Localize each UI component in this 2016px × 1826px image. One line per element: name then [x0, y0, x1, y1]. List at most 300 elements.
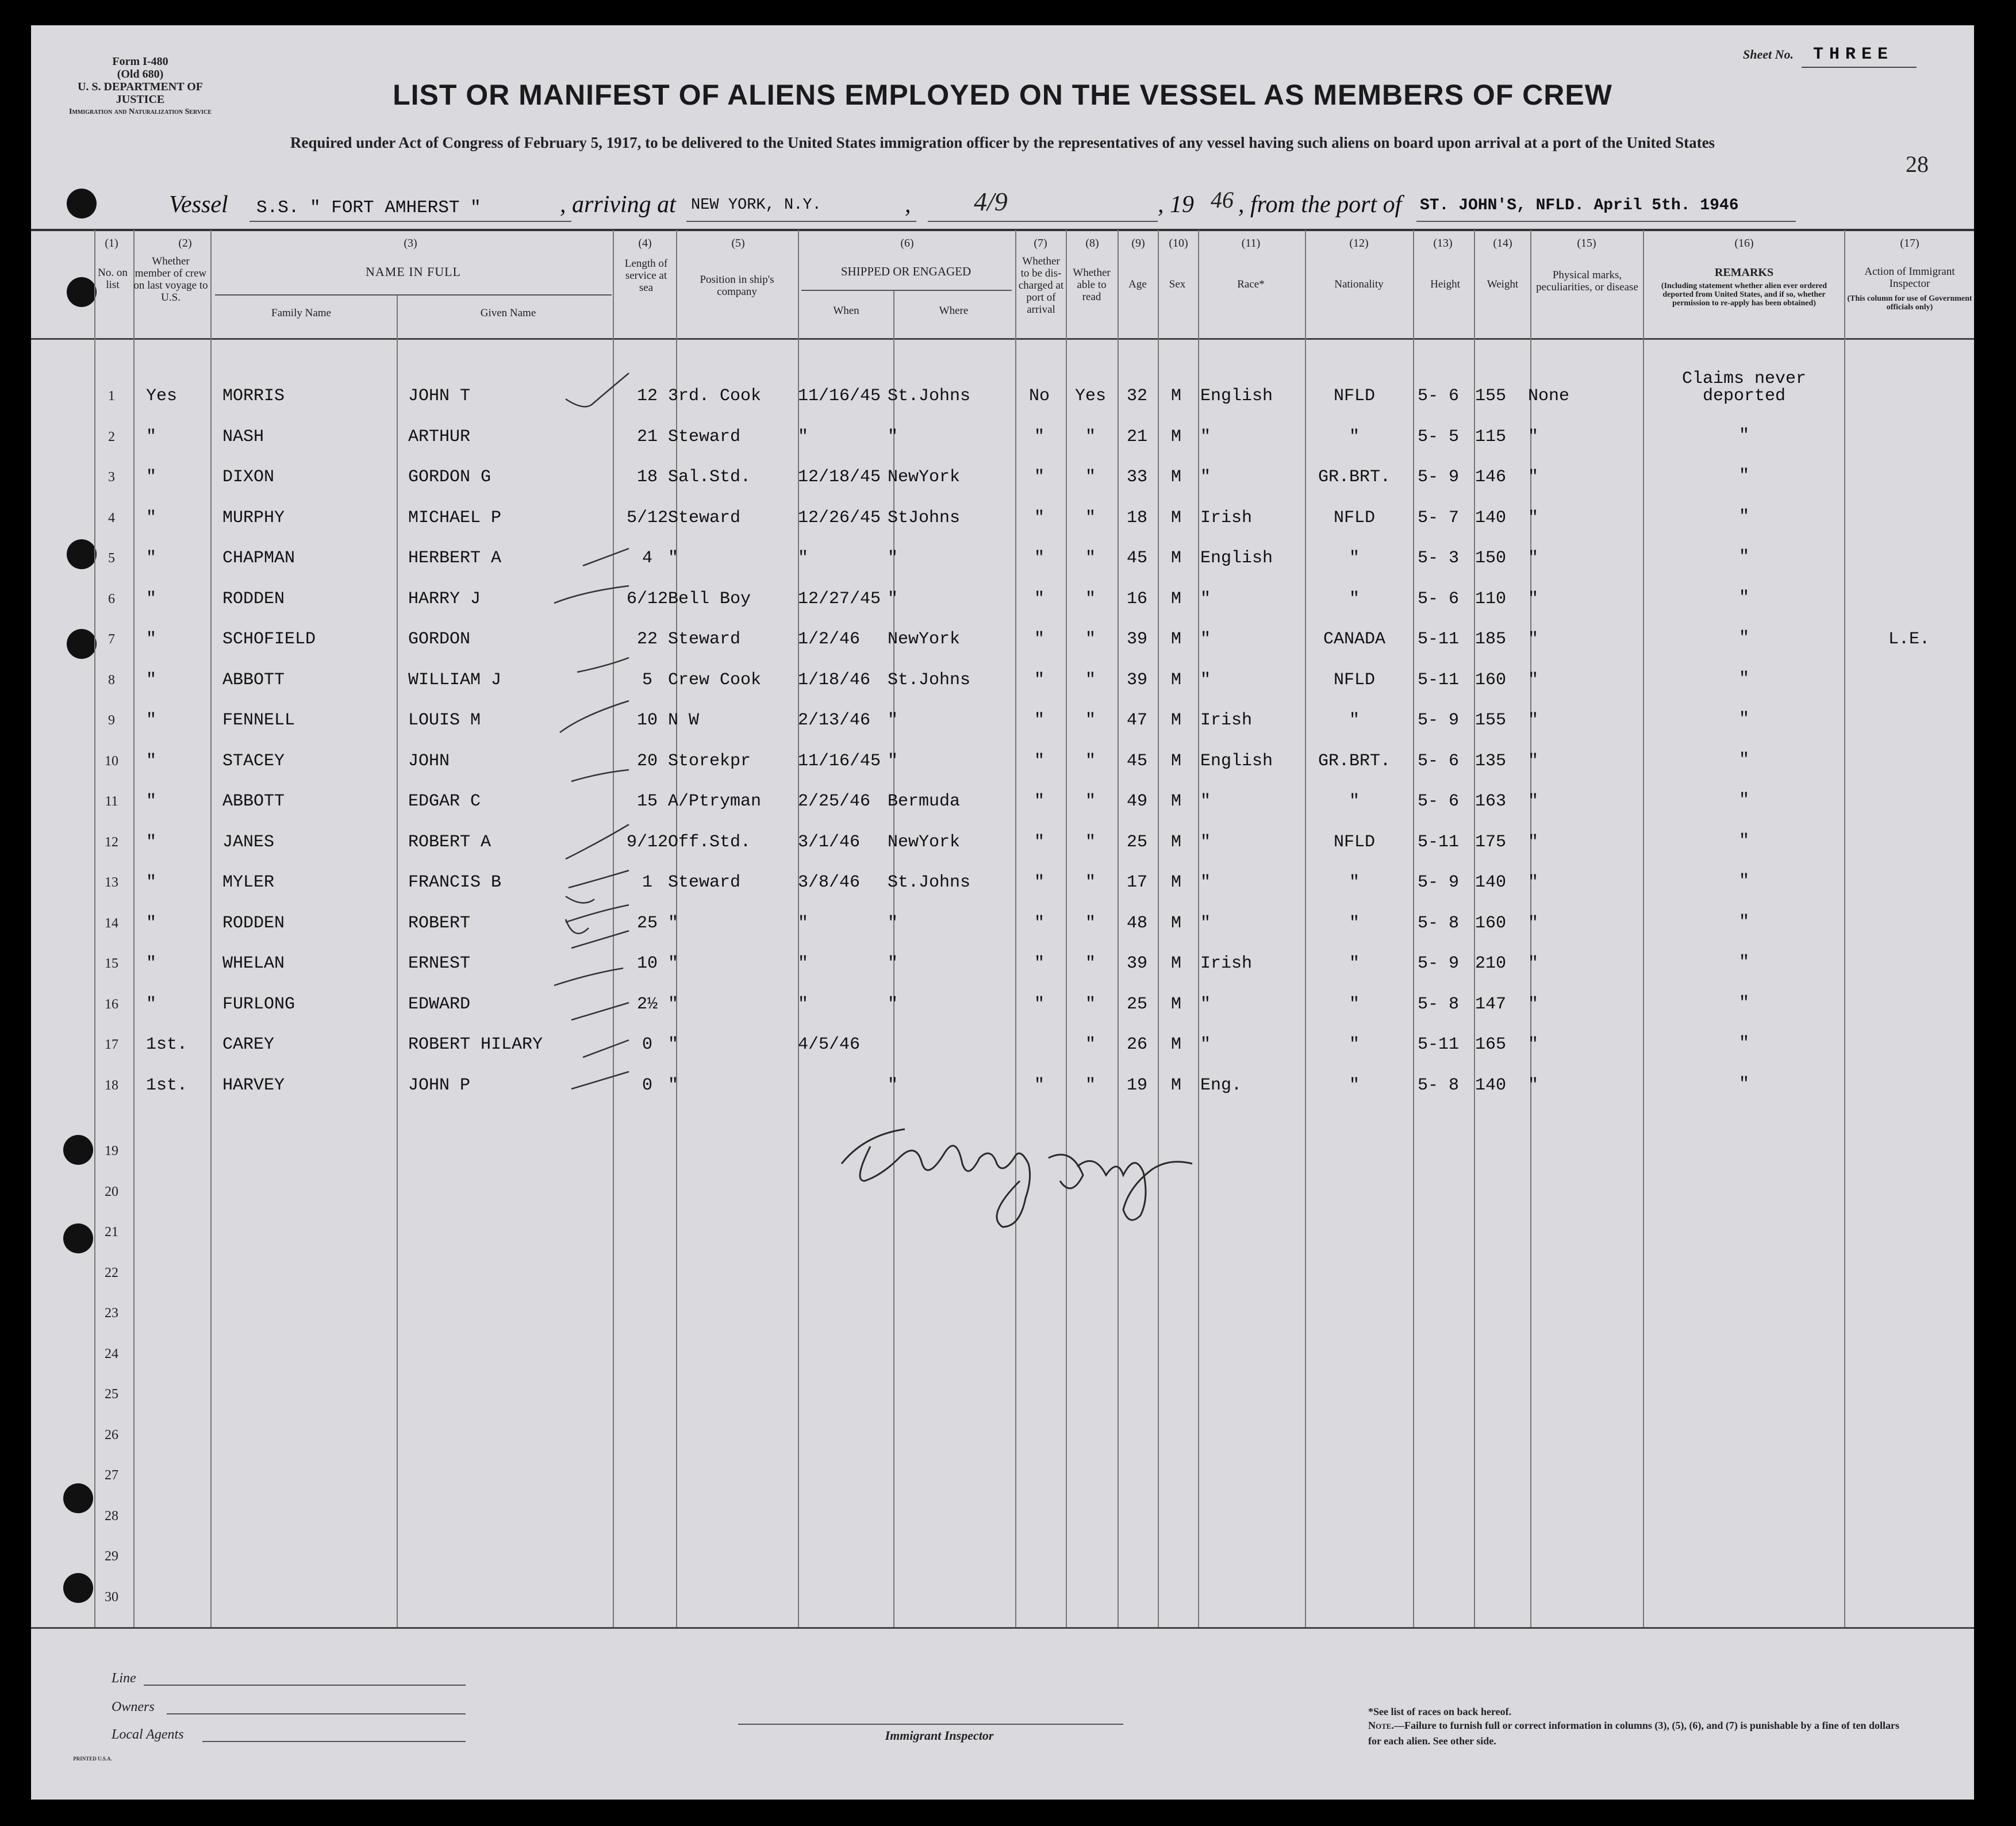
column-number: (13) — [1433, 237, 1453, 250]
printed-mark: PRINTED U.S.A. — [73, 1756, 112, 1762]
age: 49 — [1126, 792, 1147, 811]
remarks: " — [1738, 831, 1749, 851]
age: 33 — [1126, 467, 1147, 487]
given-name: HARRY J — [408, 589, 481, 609]
header-length-of-service: Length of service at sea — [624, 258, 668, 294]
header-nationality: Nationality — [1334, 278, 1384, 290]
line-underline — [144, 1685, 466, 1686]
year-suffix: 46 — [1211, 187, 1234, 213]
form-number: Form I-480 — [112, 55, 168, 68]
race: " — [1200, 589, 1211, 609]
able-to-read: " — [1085, 994, 1096, 1014]
crew-last-voyage: " — [146, 670, 157, 690]
remarks: Claims never deported — [1681, 369, 1807, 406]
remarks: " — [1738, 791, 1749, 810]
nationality: GR.BRT. — [1318, 751, 1391, 771]
header-discharged: Whether to be dis-charged at port of arrival — [1018, 255, 1064, 316]
weight: 146 — [1475, 467, 1507, 487]
position: " — [668, 913, 679, 933]
able-to-read: " — [1085, 1035, 1096, 1054]
able-to-read: Yes — [1074, 386, 1106, 406]
family-name: STACEY — [222, 751, 285, 771]
given-name: HERBERT A — [408, 548, 502, 568]
row-number: 18 — [105, 1077, 118, 1093]
race: " — [1200, 994, 1211, 1014]
height: 5-11 — [1418, 630, 1460, 649]
length-of-service: 12 — [636, 386, 658, 406]
sex: M — [1170, 386, 1181, 406]
remarks: " — [1738, 912, 1749, 932]
shipped-where: " — [888, 1075, 898, 1095]
check-mark — [566, 373, 629, 406]
height: 5- 8 — [1418, 994, 1460, 1014]
age: 25 — [1126, 994, 1147, 1014]
sheet-value: THREE — [1813, 45, 1894, 64]
check-mark — [566, 824, 629, 859]
header-weight: Weight — [1487, 278, 1519, 290]
crew-last-voyage: " — [146, 913, 157, 933]
able-to-read: " — [1085, 589, 1096, 609]
shipped-when: " — [798, 954, 809, 973]
row-number: 14 — [105, 915, 118, 931]
header-sex: Sex — [1169, 278, 1186, 290]
position: Storekpr — [668, 751, 751, 771]
age: 17 — [1126, 873, 1147, 892]
shipped-when: 1/2/46 — [798, 630, 861, 649]
shipped-where: NewYork — [888, 467, 961, 487]
length-of-service: 25 — [636, 913, 658, 933]
header-able-to-read: Whether able to read — [1073, 267, 1111, 303]
race: English — [1200, 751, 1273, 771]
physical-marks: None — [1528, 386, 1570, 406]
shipped-where: " — [888, 994, 898, 1014]
given-name: GORDON — [408, 630, 471, 649]
nationality: " — [1349, 873, 1360, 892]
shipped-when: " — [798, 994, 809, 1014]
crew-last-voyage: " — [146, 792, 157, 811]
given-name: EDWARD — [408, 994, 471, 1014]
row-number: 5 — [108, 551, 115, 566]
physical-marks: " — [1528, 751, 1539, 771]
able-to-read: " — [1085, 873, 1096, 892]
physical-marks: " — [1528, 873, 1539, 892]
check-mark — [554, 586, 629, 603]
position: Steward — [668, 427, 741, 447]
age: 45 — [1126, 548, 1147, 568]
shipped-when: 4/5/46 — [798, 1035, 861, 1054]
shipped-when: 11/16/45 — [798, 751, 881, 771]
sex: M — [1170, 832, 1181, 852]
given-name: ROBERT HILARY — [408, 1035, 543, 1054]
remarks: " — [1738, 628, 1749, 648]
family-name: MURPHY — [222, 508, 285, 528]
able-to-read: " — [1085, 913, 1096, 933]
row-number: 17 — [105, 1037, 118, 1052]
given-name: ERNEST — [408, 954, 471, 973]
crew-last-voyage: Yes — [146, 386, 178, 406]
header-family-name: Family Name — [271, 307, 331, 319]
row-number: 24 — [105, 1346, 118, 1361]
page-title: LIST OR MANIFEST OF ALIENS EMPLOYED ON THE VESSEL AS MEMBERS OF CREW — [393, 79, 1612, 111]
weight: 115 — [1475, 427, 1507, 447]
remarks: " — [1738, 953, 1749, 972]
sex: M — [1170, 873, 1181, 892]
age: 39 — [1126, 630, 1147, 649]
shipped-when: 12/18/45 — [798, 467, 881, 487]
row-number: 29 — [105, 1549, 118, 1564]
height: 5- 7 — [1418, 508, 1460, 528]
crew-last-voyage: " — [146, 630, 157, 649]
remarks: " — [1738, 1034, 1749, 1053]
race: " — [1200, 670, 1211, 690]
race: " — [1200, 792, 1211, 811]
shipped-where: St.Johns — [888, 386, 971, 406]
column-number: (3) — [404, 237, 417, 250]
year-prefix: , 19 — [1158, 191, 1194, 218]
height: 5- 6 — [1418, 386, 1460, 406]
check-mark — [583, 548, 629, 566]
length-of-service: 10 — [636, 954, 658, 973]
race: " — [1200, 630, 1211, 649]
form-old-number: (Old 680) — [117, 68, 164, 80]
physical-marks: " — [1528, 427, 1539, 447]
shipped-when: 1/18/46 — [798, 670, 871, 690]
row-number: 20 — [105, 1184, 118, 1199]
age: 26 — [1126, 1035, 1147, 1054]
arriving-label: , arriving at — [560, 191, 676, 218]
header-age: Age — [1128, 278, 1147, 290]
crew-last-voyage: " — [146, 751, 157, 771]
to-be-discharged: " — [1034, 1075, 1045, 1095]
height: 5- 6 — [1418, 751, 1460, 771]
shipped-when: 3/8/46 — [798, 873, 861, 892]
to-be-discharged: " — [1034, 873, 1045, 892]
height: 5- 5 — [1418, 427, 1460, 447]
shipped-when: 11/16/45 — [798, 386, 881, 406]
physical-marks: " — [1528, 711, 1539, 730]
header-race: Race* — [1237, 278, 1265, 290]
given-name: ROBERT A — [408, 832, 491, 852]
sex: M — [1170, 792, 1181, 811]
family-name: JANES — [222, 832, 275, 852]
position: " — [668, 1075, 679, 1095]
check-mark — [583, 1040, 629, 1057]
family-name: FENNELL — [222, 711, 295, 730]
header-inspector-action: Action of Immigrant Inspector — [1864, 266, 1955, 290]
shipped-where: " — [888, 548, 898, 568]
manifest-sheet — [31, 25, 1974, 1800]
weight: 140 — [1475, 873, 1507, 892]
height: 5-11 — [1418, 670, 1460, 690]
height: 5- 9 — [1418, 873, 1460, 892]
length-of-service: 2½ — [636, 994, 658, 1014]
weight: 135 — [1475, 751, 1507, 771]
column-number: (5) — [731, 237, 745, 250]
shipped-where: NewYork — [888, 832, 961, 852]
row-number: 19 — [105, 1144, 118, 1158]
row-number: 23 — [105, 1306, 118, 1321]
row-number: 4 — [108, 510, 115, 525]
length-of-service: 20 — [636, 751, 658, 771]
age: 25 — [1126, 832, 1147, 852]
service-name: Immigration and Naturalization Service — [69, 108, 212, 116]
races-note: *See list of races on back hereof. — [1368, 1706, 1512, 1717]
remarks: " — [1738, 872, 1749, 891]
row-number: 16 — [105, 996, 118, 1012]
length-of-service: 10 — [636, 711, 658, 730]
length-of-service: 5 — [642, 670, 652, 690]
weight: 165 — [1475, 1035, 1507, 1054]
weight: 160 — [1475, 913, 1507, 933]
height: 5- 9 — [1418, 711, 1460, 730]
position: " — [668, 954, 679, 973]
column-number: (14) — [1493, 237, 1512, 250]
to-be-discharged: " — [1034, 711, 1045, 730]
shipped-when: " — [798, 913, 809, 933]
vessel-name: S.S. " FORT AMHERST " — [256, 198, 481, 218]
position: Steward — [668, 873, 741, 892]
inspector-action: L.E. — [1888, 630, 1930, 649]
height: 5- 9 — [1418, 954, 1460, 973]
row-number: 25 — [105, 1387, 118, 1402]
crew-last-voyage: " — [146, 832, 157, 852]
header-where: Where — [939, 305, 969, 317]
length-of-service: 0 — [642, 1035, 652, 1054]
header-inspector-note: (This column for use of Government officials only) — [1847, 294, 1972, 312]
header-remarks: REMARKS — [1714, 266, 1774, 279]
page-subtitle: Required under Act of Congress of February 5, 1917, to be delivered to the United States immigration officer by the representatives of any vessel having such aliens on board upon arrival at a port of the United States — [290, 134, 1715, 151]
able-to-read: " — [1085, 630, 1096, 649]
position: Sal.Std. — [668, 467, 751, 487]
to-be-discharged: " — [1034, 467, 1045, 487]
physical-marks: " — [1528, 1075, 1539, 1095]
physical-marks: " — [1528, 832, 1539, 852]
given-name: ARTHUR — [408, 427, 471, 447]
family-name: MYLER — [222, 873, 275, 892]
shipped-when: 2/25/46 — [798, 792, 871, 811]
row-number: 7 — [108, 632, 115, 647]
length-of-service: 15 — [636, 792, 658, 811]
header-physical-marks: Physical marks, peculiarities, or disease — [1536, 269, 1638, 293]
inspector-signature — [830, 1112, 1209, 1261]
to-be-discharged: " — [1034, 994, 1045, 1014]
length-of-service: 4 — [642, 548, 652, 568]
header-name-in-full: NAME IN FULL — [366, 264, 461, 279]
family-name: ABBOTT — [222, 670, 285, 690]
position: A/Ptryman — [668, 792, 762, 811]
crew-last-voyage: " — [146, 994, 157, 1014]
date-separator: , — [905, 191, 911, 218]
row-number: 13 — [105, 875, 118, 890]
weight: 147 — [1475, 994, 1507, 1014]
length-of-service: 9/12 — [626, 832, 668, 852]
given-name: JOHN T — [408, 386, 471, 406]
column-number: (9) — [1131, 237, 1145, 250]
race: English — [1200, 548, 1273, 568]
nationality: GR.BRT. — [1318, 467, 1391, 487]
weight: 140 — [1475, 508, 1507, 528]
length-of-service: 21 — [636, 427, 658, 447]
row-number: 8 — [108, 672, 115, 688]
nationality: NFLD — [1333, 832, 1375, 852]
age: 32 — [1126, 386, 1147, 406]
position: N W — [668, 711, 700, 730]
age: 16 — [1126, 589, 1147, 609]
column-number: (7) — [1034, 237, 1047, 250]
shipped-where: " — [888, 427, 898, 447]
given-name: JOHN — [408, 751, 450, 771]
crew-last-voyage: 1st. — [146, 1075, 188, 1095]
sex: M — [1170, 670, 1181, 690]
crew-last-voyage: " — [146, 954, 157, 973]
from-port-label: , from the port of — [1238, 191, 1402, 218]
race: " — [1200, 427, 1211, 447]
nationality: " — [1349, 913, 1360, 933]
header-no-on-list: No. on list — [98, 267, 128, 291]
shipped-where: St.Johns — [888, 873, 971, 892]
row-number: 26 — [105, 1427, 118, 1443]
race: " — [1200, 1035, 1211, 1054]
shipped-where: St.Johns — [888, 670, 971, 690]
header-height: Height — [1430, 278, 1460, 290]
height: 5-11 — [1418, 1035, 1460, 1054]
shipped-where: " — [888, 751, 898, 771]
header-when: When — [833, 305, 859, 317]
arriving-port: NEW YORK, N.Y. — [691, 197, 821, 214]
position: " — [668, 994, 679, 1014]
family-name: RODDEN — [222, 589, 285, 609]
family-name: NASH — [222, 427, 264, 447]
position: Steward — [668, 508, 741, 528]
weight: 155 — [1475, 711, 1507, 730]
remarks: " — [1738, 588, 1749, 608]
crew-last-voyage: " — [146, 427, 157, 447]
row-number: 30 — [105, 1589, 118, 1605]
row-number: 15 — [105, 956, 118, 971]
row-number: 1 — [108, 389, 115, 404]
shipped-where: StJohns — [888, 508, 961, 528]
crew-last-voyage: " — [146, 873, 157, 892]
position: Steward — [668, 630, 741, 649]
physical-marks: " — [1528, 670, 1539, 690]
nationality: NFLD — [1333, 386, 1375, 406]
check-mark — [560, 701, 629, 732]
shipped-where: " — [888, 589, 898, 609]
to-be-discharged: " — [1034, 954, 1045, 973]
position: Crew Cook — [668, 670, 762, 690]
to-be-discharged: " — [1034, 548, 1045, 568]
shipped-when: " — [798, 548, 809, 568]
age: 48 — [1126, 913, 1147, 933]
shipped-when: 12/26/45 — [798, 508, 881, 528]
given-name: WILLIAM J — [408, 670, 502, 690]
nationality: " — [1349, 711, 1360, 730]
able-to-read: " — [1085, 1075, 1096, 1095]
height: 5-11 — [1418, 832, 1460, 852]
position: Off.Std. — [668, 832, 751, 852]
sex: M — [1170, 954, 1181, 973]
family-name: MORRIS — [222, 386, 285, 406]
able-to-read: " — [1085, 832, 1096, 852]
nationality: NFLD — [1333, 670, 1375, 690]
header-crew-last-voyage: Whether member of crew on last voyage to U.S. — [133, 255, 208, 304]
nationality: " — [1349, 792, 1360, 811]
weight: 175 — [1475, 832, 1507, 852]
length-of-service: 6/12 — [626, 589, 668, 609]
remarks: " — [1738, 547, 1749, 567]
shipped-where: NewYork — [888, 630, 961, 649]
column-number: (10) — [1169, 237, 1188, 250]
crew-last-voyage: " — [146, 508, 157, 528]
weight: 110 — [1475, 589, 1507, 609]
able-to-read: " — [1085, 751, 1096, 771]
sex: M — [1170, 508, 1181, 528]
height: 5- 8 — [1418, 1075, 1460, 1095]
remarks: " — [1738, 750, 1749, 770]
weight: 185 — [1475, 630, 1507, 649]
race: Irish — [1200, 954, 1253, 973]
physical-marks: " — [1528, 913, 1539, 933]
row-number: 2 — [108, 429, 115, 444]
position: " — [668, 548, 679, 568]
check-mark — [571, 1072, 629, 1089]
given-name: EDGAR C — [408, 792, 481, 811]
able-to-read: " — [1085, 670, 1096, 690]
able-to-read: " — [1085, 954, 1096, 973]
arrival-date: 4/9 — [974, 187, 1008, 216]
row-number: 12 — [105, 834, 118, 850]
nationality: " — [1349, 1075, 1360, 1095]
family-name: WHELAN — [222, 954, 285, 973]
column-number: (4) — [638, 237, 652, 250]
check-mark — [566, 896, 629, 922]
given-name: MICHAEL P — [408, 508, 502, 528]
department-name: U. S. DEPARTMENT OF JUSTICE — [77, 80, 203, 106]
age: 47 — [1126, 711, 1147, 730]
remarks: " — [1738, 669, 1749, 689]
given-name: JOHN P — [408, 1075, 471, 1095]
weight: 155 — [1475, 386, 1507, 406]
sex: M — [1170, 589, 1181, 609]
race: " — [1200, 467, 1211, 487]
vessel-label: Vessel — [169, 191, 228, 218]
position: " — [668, 1035, 679, 1054]
note-text: —Failure to furnish full or correct information in columns (3), (5), (6), and (7) is punishable by a fine of ten dollars for each alien. See other side. — [1368, 1720, 1899, 1747]
row-number: 27 — [105, 1468, 118, 1483]
remarks: " — [1738, 466, 1749, 486]
column-number: (2) — [178, 237, 192, 250]
check-mark — [569, 870, 629, 888]
sex: M — [1170, 1035, 1181, 1054]
owners-underline — [167, 1713, 466, 1714]
given-name: LOUIS M — [408, 711, 481, 730]
shipped-where: " — [888, 913, 898, 933]
crew-last-voyage: " — [146, 589, 157, 609]
to-be-discharged: " — [1034, 630, 1045, 649]
fine-note — [1368, 1718, 1909, 1749]
sex: M — [1170, 630, 1181, 649]
column-number: (15) — [1577, 237, 1596, 250]
length-of-service: 18 — [636, 467, 658, 487]
remarks: " — [1738, 993, 1749, 1013]
agents-underline — [202, 1741, 466, 1742]
length-of-service: 5/12 — [626, 508, 668, 528]
height: 5- 3 — [1418, 548, 1460, 568]
column-number: (17) — [1900, 237, 1919, 250]
height: 5- 6 — [1418, 589, 1460, 609]
shipped-when: 2/13/46 — [798, 711, 871, 730]
local-agents-label: Local Agents — [112, 1727, 184, 1742]
